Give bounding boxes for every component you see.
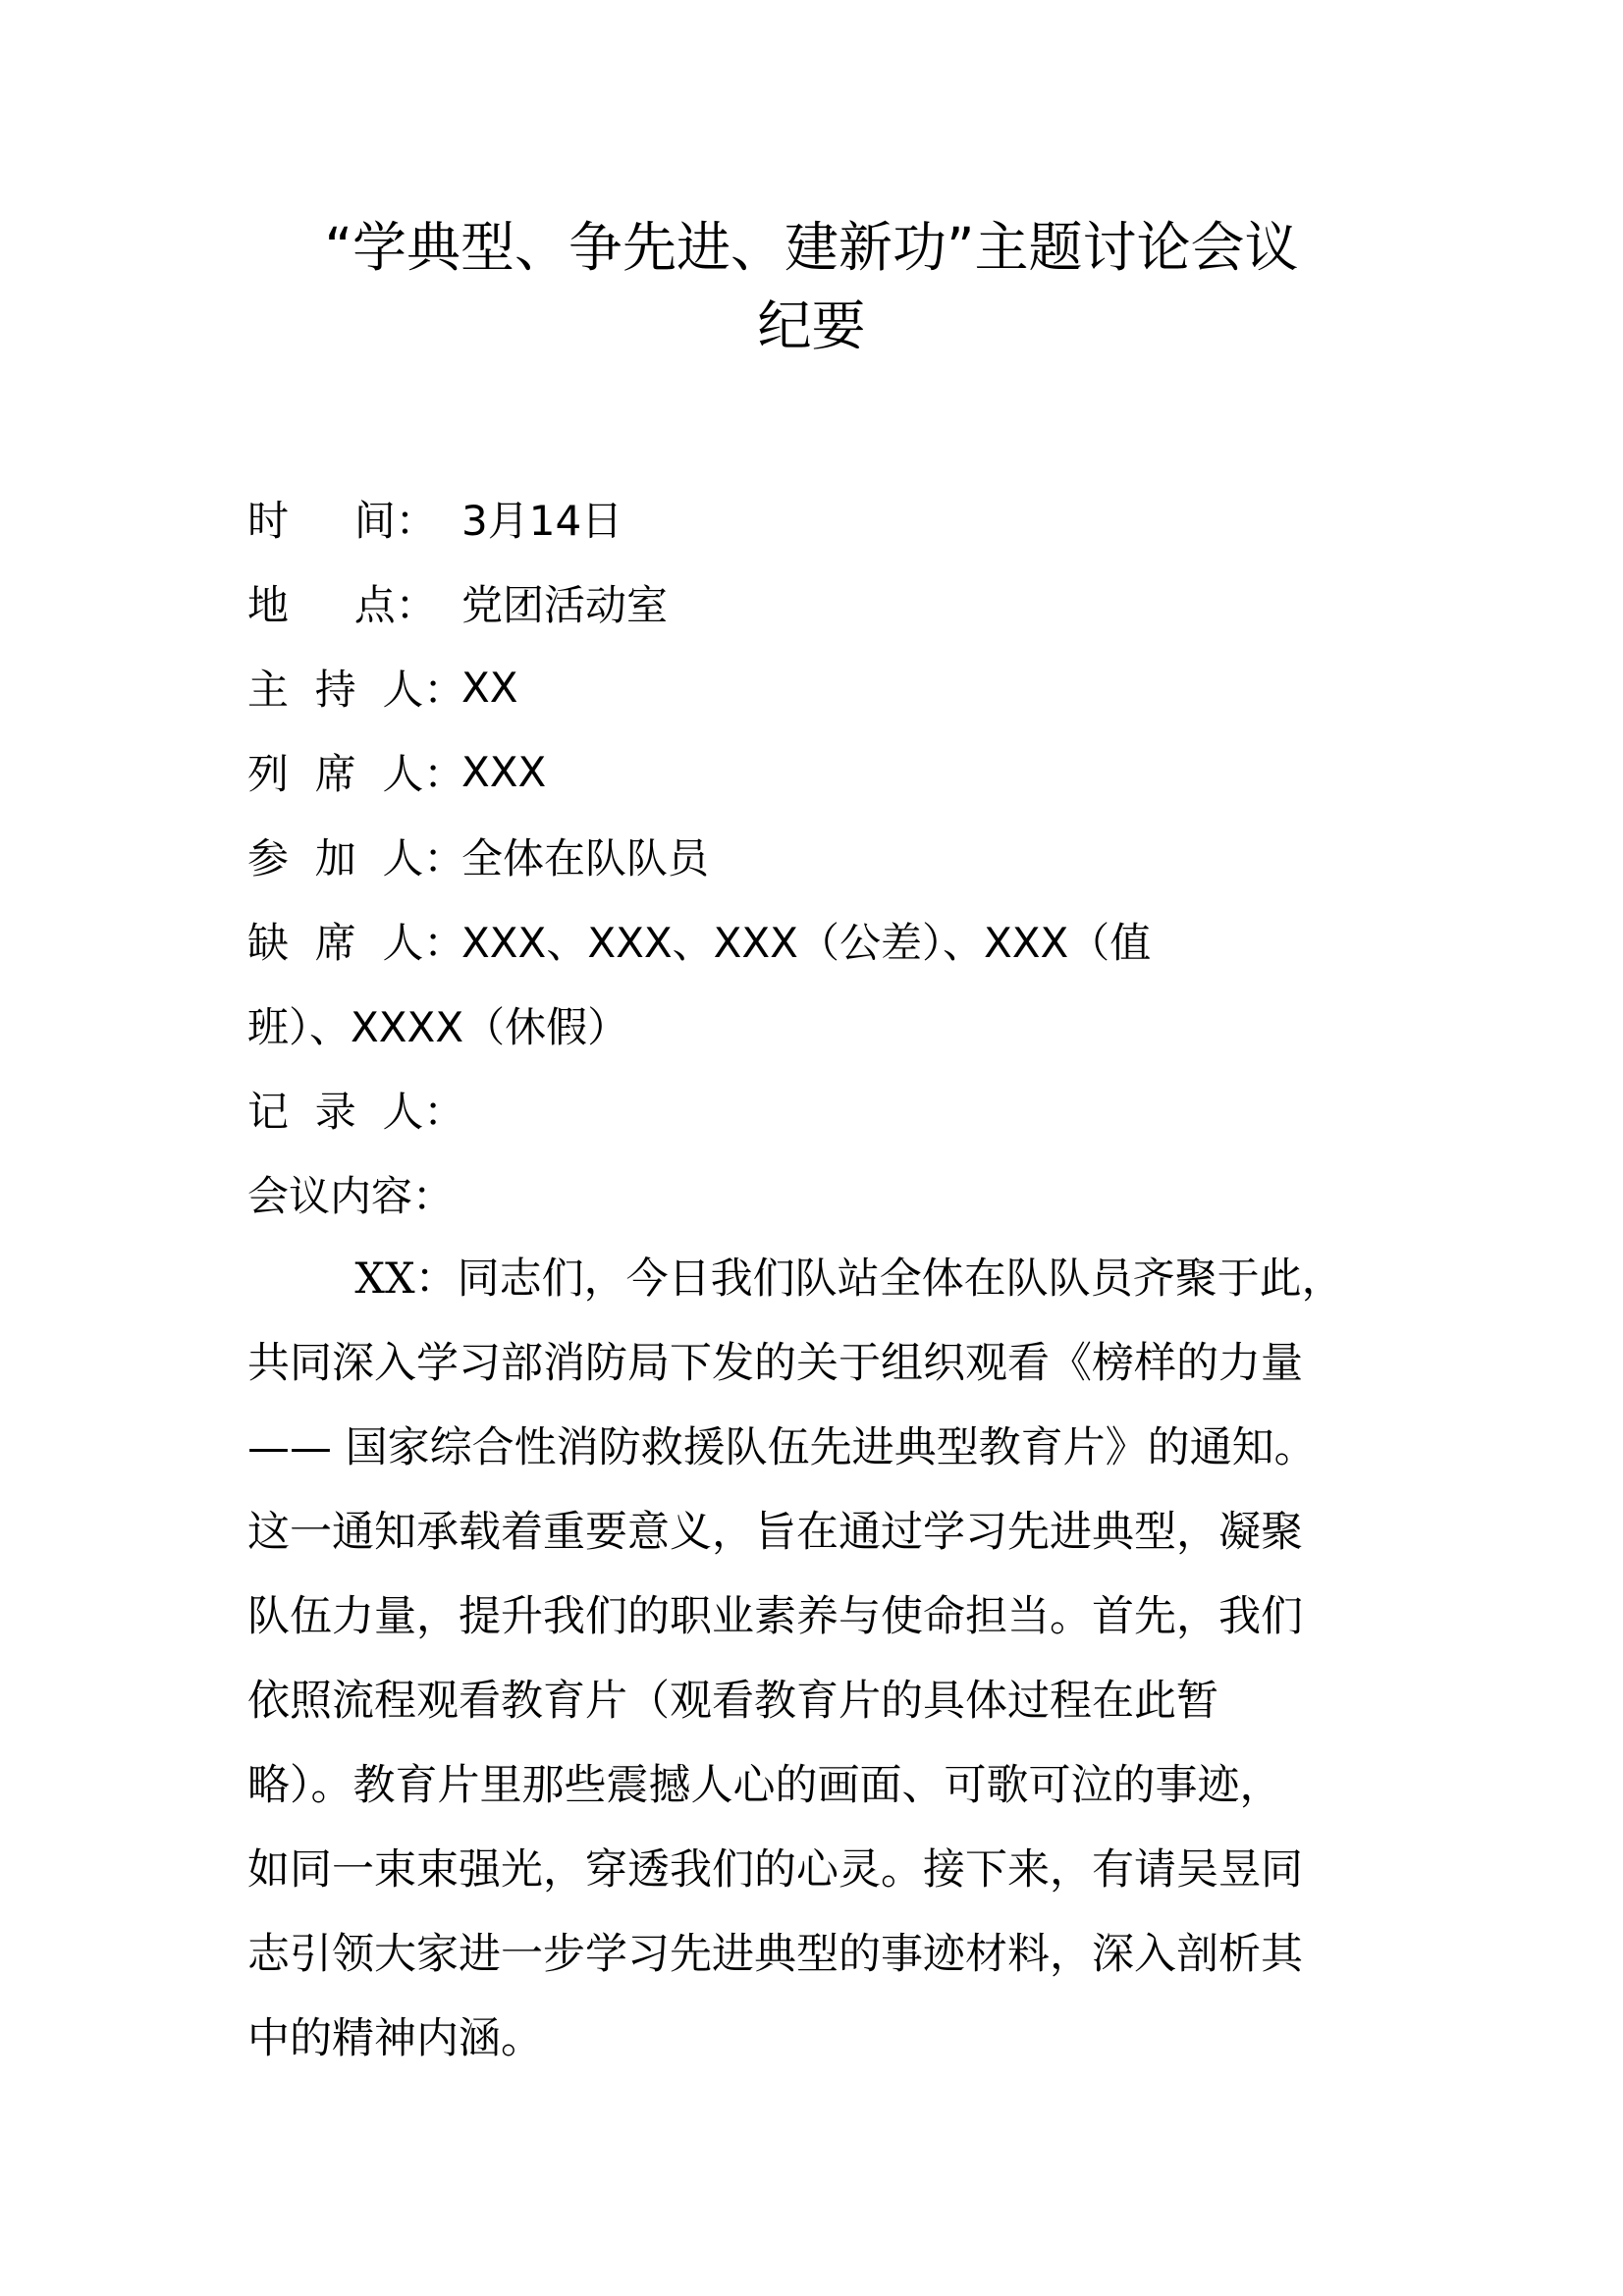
place-row [247,561,1386,645]
paragraph-line: 这一通知承载着重要意义，旨在通过学习先进典型，凝聚 [247,1508,1303,1557]
paragraph-text: ：同志们，今日我们队站全体在队队员齐聚于此， [414,1255,1344,1304]
recorder-label: 记 录 人： [247,1088,465,1136]
host-value: XX [461,663,518,712]
host-label: 主 持 人： [247,666,465,714]
attendee-row [247,729,1386,814]
time-row [247,476,1386,561]
participants-label: 参 加 人： [247,834,465,882]
paragraph-line: 中的精神内涵。 [247,2014,543,2063]
time-value: 3月14日 [461,497,623,545]
absent-row [247,898,1386,983]
paragraph-line: 队伍力量，提升我们的职业素养与使命担当。首先，我们 [247,1592,1303,1641]
title-line-2: 纪要 [757,294,866,357]
content-label: 会议内容： [247,1172,455,1220]
participants-value: 全体在队队员 [461,834,710,882]
place-value: 党团活动室 [461,581,669,629]
paragraph-line: 共同深入学习部消防局下发的关于组织观看《榜样的力量 [247,1339,1303,1388]
document-title [196,208,1427,365]
absent-value-line-2: 班）、XXXX（休假） [247,1003,629,1051]
participants-row [247,814,1386,898]
absent-value-line-1: XXX、XXX、XXX（公差）、XXX（值 [461,919,1152,967]
meeting-content [247,1237,1347,2081]
recorder-row [247,1067,1386,1151]
content-row [247,1151,1386,1236]
meeting-info [247,476,1386,1236]
attendee-label: 列 席 人： [247,750,465,798]
absent-label: 缺 席 人： [247,919,465,967]
time-label: 时 间： [247,497,437,545]
absent-row-continued [247,983,1386,1067]
speaker-name: XX [354,1255,415,1304]
attendee-value: XXX [461,747,547,796]
title-line-1: “学典型、争先进、建新功”主题讨论会议 [324,216,1299,279]
paragraph-line [247,1237,1347,1321]
paragraph-line: 依照流程观看教育片（观看教育片的具体过程在此暂 [247,1677,1218,1726]
host-row [247,645,1386,729]
place-label: 地 点： [247,581,437,629]
paragraph-line: 略）。教育片里那些震撼人心的画面、可歌可泣的事迹， [247,1761,1282,1810]
paragraph-line: —— 国家综合性消防救援队伍先进典型教育片》的通知。 [247,1423,1317,1472]
paragraph-line: 如同一束束强光，穿透我们的心灵。接下来，有请吴昱同 [247,1845,1303,1895]
paragraph-line: 志引领大家进一步学习先进典型的事迹材料，深入剖析其 [247,1930,1303,1979]
